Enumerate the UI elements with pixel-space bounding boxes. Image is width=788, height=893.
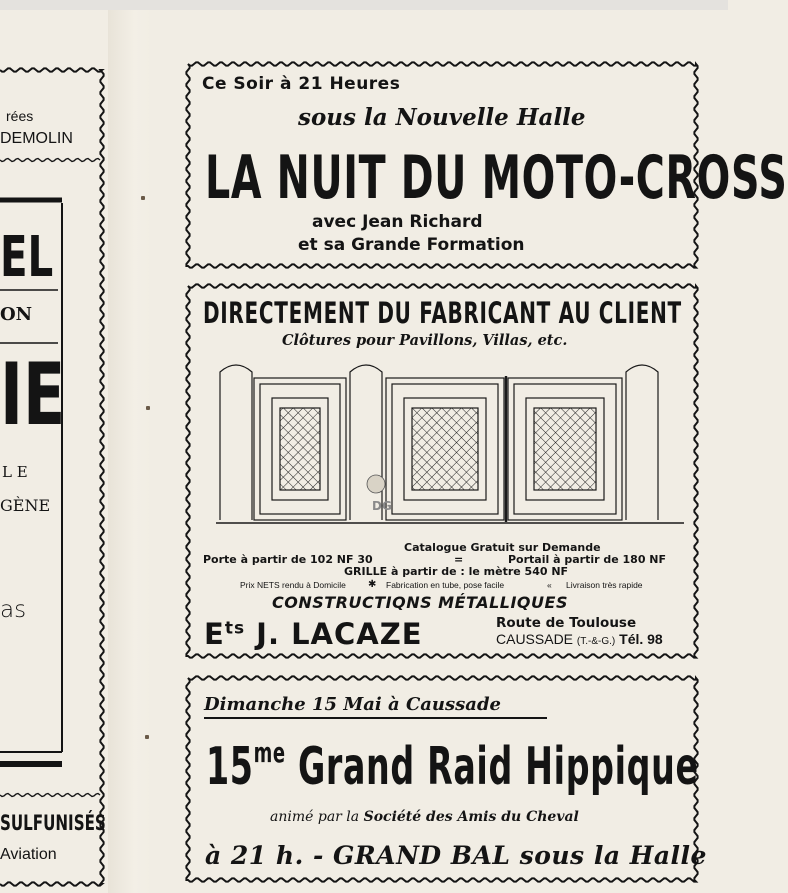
brand-name: J. LACAZE [256,617,423,651]
raid-animated-by: animé par la [270,809,360,825]
ad-moto-title: LA NUIT DU MOTO-CROSS [205,143,788,213]
print-speck [145,735,149,739]
ad-lacaze-info-separator: ✱ [368,579,377,590]
ad-moto-venue: sous la Nouvelle Halle [298,104,586,131]
ad-raid-title [206,736,699,797]
left-text-10: Aviation [0,846,57,863]
raid-title-text: Grand Raid Hippique [297,737,699,797]
ad-lacaze-info-separator-2: « [547,580,552,590]
brand-prefix: E [204,617,225,651]
ad-raid-ball: à 21 h. - GRAND BAL sous la Halle [205,841,707,870]
left-text-7: GÈNE [0,496,51,515]
address-phone: Tél. 98 [619,631,663,647]
ad-lacaze-grille: GRILLE à partir de : le mètre 540 NF [344,565,569,578]
ad-lacaze-portail: Portail à partir de 180 NF [508,553,667,566]
raid-number: 15 [206,737,254,797]
ad-raid-date: Dimanche 15 Mai à Caussade [204,694,501,715]
address-town: CAUSSADE [496,631,574,647]
left-text-1: rées [6,108,34,124]
ad-raid-date-underline [204,717,547,719]
ad-moto-with: avec Jean Richard [312,212,483,232]
ad-moto-time: Ce Soir à 21 Heures [202,74,401,94]
left-text-5: IE [0,345,66,445]
ad-lacaze-brand [204,617,423,651]
raid-number-sup: me [253,736,286,769]
illustration-signature: DG [372,499,392,513]
ad-moto-band: et sa Grande Formation [298,235,525,255]
brand-prefix-sup: ts [224,618,246,639]
ad-lacaze-constructions: CONSTRUCTIQNS MÉTALLIQUES [272,593,568,612]
ad-raid-animated [270,809,579,825]
left-text-2: DEMOLIN [0,130,73,147]
ad-lacaze-info-fabrication: Fabrication en tube, pose facile [386,580,505,590]
ad-lacaze-headline: DIRECTEMENT DU FABRICANT AU CLIENT [203,296,682,330]
ad-lacaze-info-prices: Prix NETS rendu à Domicile [240,580,346,590]
left-text-4: ON [0,304,33,325]
ad-lacaze-catalogue: Catalogue Gratuit sur Demande [404,541,601,554]
ad-lacaze-address-road: Route de Toulouse [496,615,637,631]
ad-lacaze-subtitle: Clôtures pour Pavillons, Villas, etc. [282,332,568,349]
print-speck [141,196,145,200]
address-dept: (T.-&-G.) [576,636,616,647]
left-text-8: as [0,597,27,623]
left-text-3: EL [0,225,54,290]
page-gutter [108,10,152,893]
ad-lacaze-porte-separator: = [454,553,464,566]
left-text-6: L E [2,463,28,481]
ad-lacaze-info-delivery: Livraison très rapide [566,580,643,590]
gate-illustration [214,358,686,528]
left-text-9: SULFUNISÉS [0,811,106,835]
ad-lacaze-address-town-line [496,631,663,647]
print-speck [146,406,150,410]
raid-society: Société des Amis du Cheval [363,809,579,825]
ad-lacaze-porte: Porte à partir de 102 NF 30 [203,553,373,566]
